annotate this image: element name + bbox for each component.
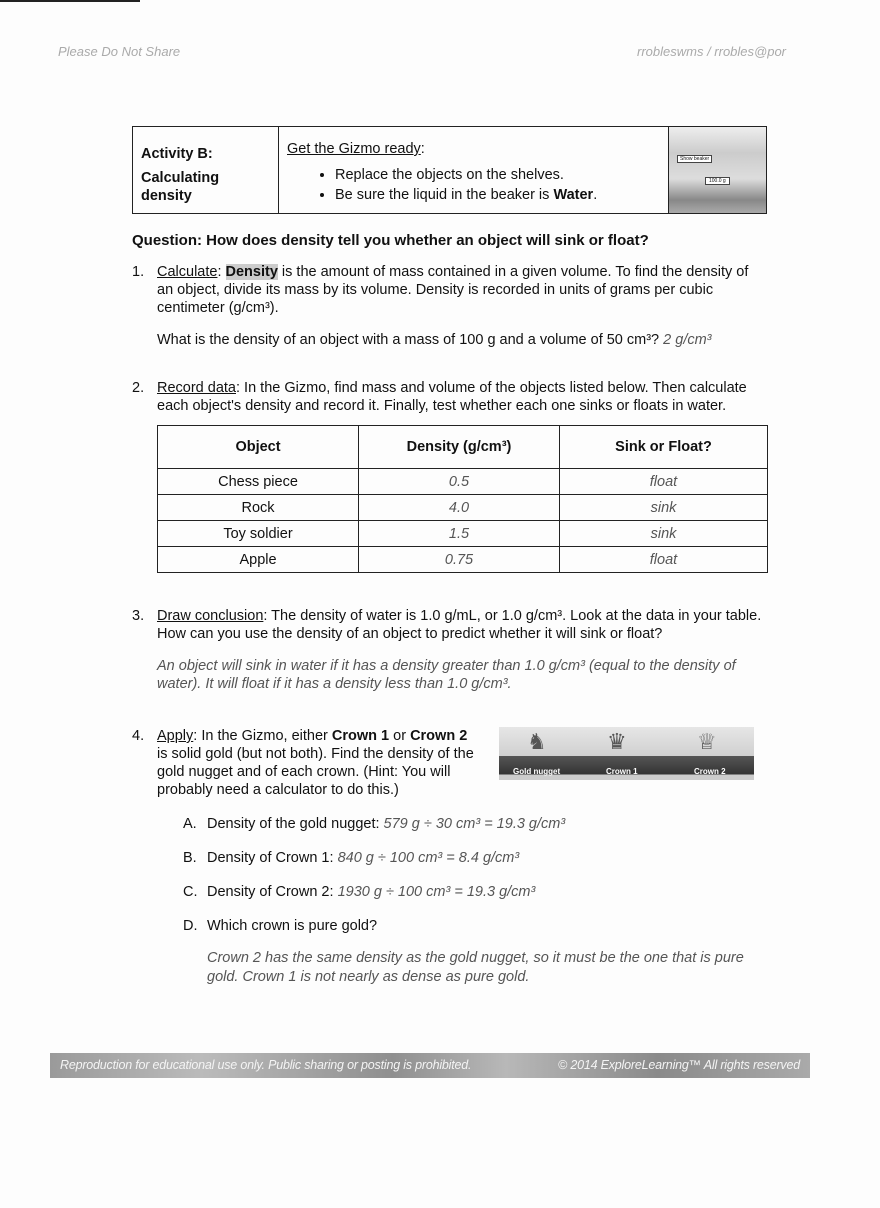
- table-header-row: [158, 426, 768, 469]
- density-term: Density: [225, 264, 278, 280]
- q2-label: Record data: [157, 380, 236, 396]
- crown-icon: ♛: [607, 729, 627, 754]
- table-row: [158, 469, 768, 495]
- table-row: [158, 495, 768, 521]
- column-header: Sink or Float?: [560, 426, 768, 469]
- part-question: Density of Crown 1:: [207, 850, 338, 866]
- q4-body: is solid gold (but not both). Find the density of the gold nugget and of each crown. (Hint: You will probably need a calculator to do this.): [157, 746, 474, 798]
- density-cell: 0.5: [359, 469, 560, 495]
- user-label: rrobleswms / rrobles@por: [637, 44, 787, 59]
- q2-body: : In the Gizmo, find mass and volume of the objects listed below. Then calculate each object's density and record it. Finally, test whether each one sinks or floats in water.: [157, 380, 747, 414]
- part-letter: C.: [183, 884, 198, 900]
- item-number: 1.: [132, 264, 145, 280]
- share-notice: Please Do Not Share: [58, 44, 181, 59]
- gizmo-checkbox-label: Show beaker: [677, 155, 712, 163]
- part-answer: 1930 g ÷ 100 cm³ = 19.3 g/cm³: [337, 884, 536, 900]
- image-label: Crown 2: [694, 767, 726, 776]
- sink-float-cell: float: [560, 547, 768, 573]
- q2-text: [157, 379, 768, 415]
- q3-answer: An object will sink in water if it has a density greater than 1.0 g/cm³ (equal to the density of water). It will float if it has a density less than 1.0 g/cm³.: [157, 658, 736, 692]
- gold-nugget-icon: ♞: [527, 729, 547, 754]
- instruction-item: • Replace the objects on the shelves.: [335, 165, 660, 185]
- gizmo-thumbnail: [669, 127, 766, 213]
- image-label: Crown 1: [606, 767, 638, 776]
- q3-body: : The density of water is 1.0 g/mL, or 1.0 g/cm³. Look at the data in your table. How can you use the density of an object to predict whether it will sink or float?: [157, 608, 762, 642]
- gold-objects-image: [499, 727, 754, 780]
- table-row: [158, 521, 768, 547]
- activity-title-cell: [133, 127, 279, 213]
- density-cell: 4.0: [359, 495, 560, 521]
- activity-box: [132, 126, 767, 214]
- instruction-bold: Water: [553, 187, 594, 203]
- part-letter: D.: [183, 918, 198, 934]
- q1-label: Calculate: [157, 264, 218, 280]
- question-heading: Question: How does density tell you whether an object will sink or float?: [132, 232, 649, 249]
- part-a: [183, 815, 768, 833]
- q4-body: : In the Gizmo, either: [193, 728, 332, 744]
- activity-subtitle: Calculating density: [141, 170, 220, 204]
- activity-title: Activity B:: [141, 146, 213, 162]
- object-cell: Rock: [158, 495, 359, 521]
- column-header: Object: [158, 426, 359, 469]
- sink-float-cell: sink: [560, 521, 768, 547]
- q1-text: Calculate: Density is the amount of mass contained in a given volume. To find the density of an object, divide its mass by its volume. Density is recorded in units of grams per cubic centimeter (g/cm³).: [157, 264, 749, 316]
- item-number: 2.: [132, 380, 145, 396]
- gizmo-mass-readout: 100.0 g: [705, 177, 730, 185]
- part-d-question: Which crown is pure gold?: [207, 918, 378, 934]
- density-cell: 1.5: [359, 521, 560, 547]
- q4-parts: [183, 815, 768, 987]
- density-cell: 0.75: [359, 547, 560, 573]
- q4-text: [157, 727, 477, 799]
- object-cell: Apple: [158, 547, 359, 573]
- part-answer: 840 g ÷ 100 cm³ = 8.4 g/cm³: [337, 850, 520, 866]
- item-number: 4.: [132, 728, 145, 744]
- part-d-answer: Crown 2 has the same density as the gold nugget, so it must be the one that is pure gold. Crown 1 is not nearly as dense as pure gold.: [207, 950, 744, 985]
- part-letter: B.: [183, 850, 197, 866]
- object-cell: Chess piece: [158, 469, 359, 495]
- scan-corner-mark: [0, 0, 140, 2]
- q1-body: is the amount of mass contained in a given volume. To find the density of an object, divide its mass by its volume. Density is recorded in units of grams per cubic centimeter (g/cm³).: [157, 264, 749, 316]
- sink-float-cell: sink: [560, 495, 768, 521]
- q3-text: [157, 607, 768, 643]
- q1-answer: 2 g/cm³: [663, 332, 712, 348]
- q2-content: [157, 379, 768, 573]
- q4-label: Apply: [157, 728, 194, 744]
- part-question: Density of Crown 2:: [207, 884, 338, 900]
- part-b: [183, 849, 768, 867]
- question-2: [132, 379, 768, 573]
- object-cell: Toy soldier: [158, 521, 359, 547]
- table-row: [158, 547, 768, 573]
- crown-icon: ♕: [697, 729, 717, 754]
- question-1: [132, 263, 768, 349]
- question-3: [132, 607, 768, 693]
- gizmo-ready-heading: Get the Gizmo ready: [287, 141, 421, 157]
- q1-prompt-line: [157, 331, 768, 349]
- instruction-item: • Be sure the liquid in the beaker is Water.: [335, 185, 660, 205]
- sink-float-cell: float: [560, 469, 768, 495]
- part-letter: A.: [183, 816, 197, 832]
- part-d: [183, 917, 768, 935]
- image-label: Gold nugget: [513, 767, 561, 776]
- crown2-term: Crown 2: [410, 728, 468, 744]
- item-number: 3.: [132, 608, 145, 624]
- q1-prompt: What is the density of an object with a mass of 100 g and a volume of 50 cm³?: [157, 332, 660, 348]
- part-answer: 579 g ÷ 30 cm³ = 19.3 g/cm³: [383, 816, 566, 832]
- part-c: [183, 883, 768, 901]
- q4-body: or: [389, 728, 411, 744]
- q3-content: [157, 607, 768, 693]
- worksheet-content: [132, 126, 768, 987]
- part-question: Density of the gold nugget:: [207, 816, 384, 832]
- crown1-term: Crown 1: [331, 728, 390, 744]
- q1-content: [157, 263, 768, 349]
- column-header: Density (g/cm³): [359, 426, 560, 469]
- q4-content: [157, 727, 768, 987]
- activity-instructions: Get the Gizmo ready: • Replace the objects on the shelves. • Be sure the liquid in the beaker is Water.: [279, 127, 669, 213]
- density-table: [157, 425, 768, 573]
- q3-label: Draw conclusion: [157, 608, 264, 624]
- copyright-footer: [50, 1053, 810, 1078]
- question-4: [132, 727, 768, 987]
- footer-copyright: © 2014 ExploreLearning™ All rights reserved: [558, 1058, 800, 1072]
- instruction-text: Be sure the liquid in the beaker is: [335, 187, 554, 203]
- footer-notice: Reproduction for educational use only. Public sharing or posting is prohibited.: [60, 1058, 472, 1072]
- q4-intro-row: [157, 727, 768, 799]
